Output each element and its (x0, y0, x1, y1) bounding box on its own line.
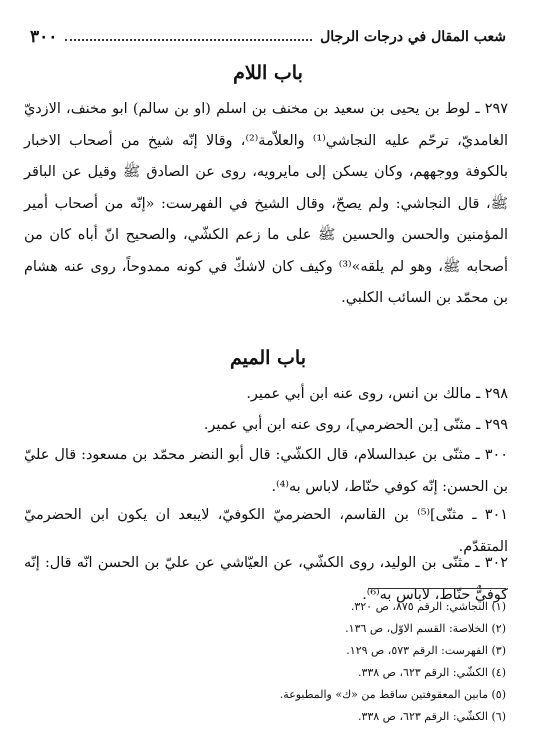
footnote-2: (٢) الخلاصة: القسم الاوّل، ص ١٣٦. (345, 622, 506, 635)
entry-302: ٣٠٢ ـ مثنّى بن الوليد، روى الكشّي، عن العيّاشي عن عليّ بن الحسن انّه قال: إنّه كوفيٌّ حنّاط، لاباس به⁽⁶⁾. (24, 555, 508, 603)
book-title: شعب المقال في درجات الرجال (320, 29, 506, 45)
footnote-5: (٥) مابين المعقوفتين ساقط من «ك» والمطبوعة. (279, 688, 506, 701)
page-number: ٣٠٠ (30, 27, 58, 47)
footnote-3: (٣) الفهرست: الرقم ٥٧٣، ص ١٢٩. (346, 644, 506, 657)
entry-301: ٣٠١ ـ مثنّى]⁽⁵⁾ بن القاسم، الحضرميّ الكوفيّ، لايبعد ان يكون ابن الحضرميّ المتقدّم. (24, 507, 508, 555)
entry-297: ٢٩٧ ـ لوط بن يحيى بن سعيد بن مخنف بن اسلم (او بن سالم) ابو مخنف، الازديّ الغامديّ، ترحّم عليه النجاشي⁽¹⁾ والعلاّمة⁽²⁾، وقالا إنّه شيخ من أصحاب الاخبار بالكوفة ووجههم، وكان يسكن إلى مايرويه، روى عن الصادق ﷺ وقيل عن الباقر ﷺ، قال النجاشي: ولم يصحّ، وقال الشيخ في الفهرست: «إنّه من أصحاب أمير المؤمنين والحسن والحسين ﷺ على ما زعم الكشّي، والصحيح انّ أباه كان من أصحابه ﷺ، وهو لم يلقه»⁽³⁾ وكيف كان لاشكّ في كونه ممدوحاً، روى عنه هشام بن محمّد بن السائب الكلبي. (24, 101, 508, 306)
footnote-4: (٤) الكشّي: الرقم ٦٢٣، ص ٣٣٨. (357, 666, 506, 679)
footnote-1: (١) النجاشي: الرقم ٨٧٥، ص ٣٢٠. (350, 600, 506, 613)
entry-298: ٢٩٨ ـ مالك بن انس، روى عنه ابن أبي عمير. (246, 386, 508, 402)
running-header (30, 24, 506, 50)
footnote-6: (٦) الكشّي: الرقم ٦٢٣، ص ٣٣٨. (357, 710, 506, 723)
footnote-separator (368, 588, 506, 589)
section-heading-lam: باب اللام (233, 62, 303, 84)
header-dotted-rule (65, 39, 312, 41)
entry-299: ٢٩٩ ـ مثنّى [بن الحضرمي]، روى عنه ابن أبي عمير. (203, 417, 508, 433)
section-heading-mim: باب الميم (229, 347, 306, 369)
entry-300: ٣٠٠ ـ مثنّى بن عبدالسلام، قال الكشّي: قال أبو النضر محمّد بن مسعود: قال عليّ بن الحسن: إنّه كوفي حنّاط، لاباس به⁽⁴⁾. (24, 447, 508, 495)
